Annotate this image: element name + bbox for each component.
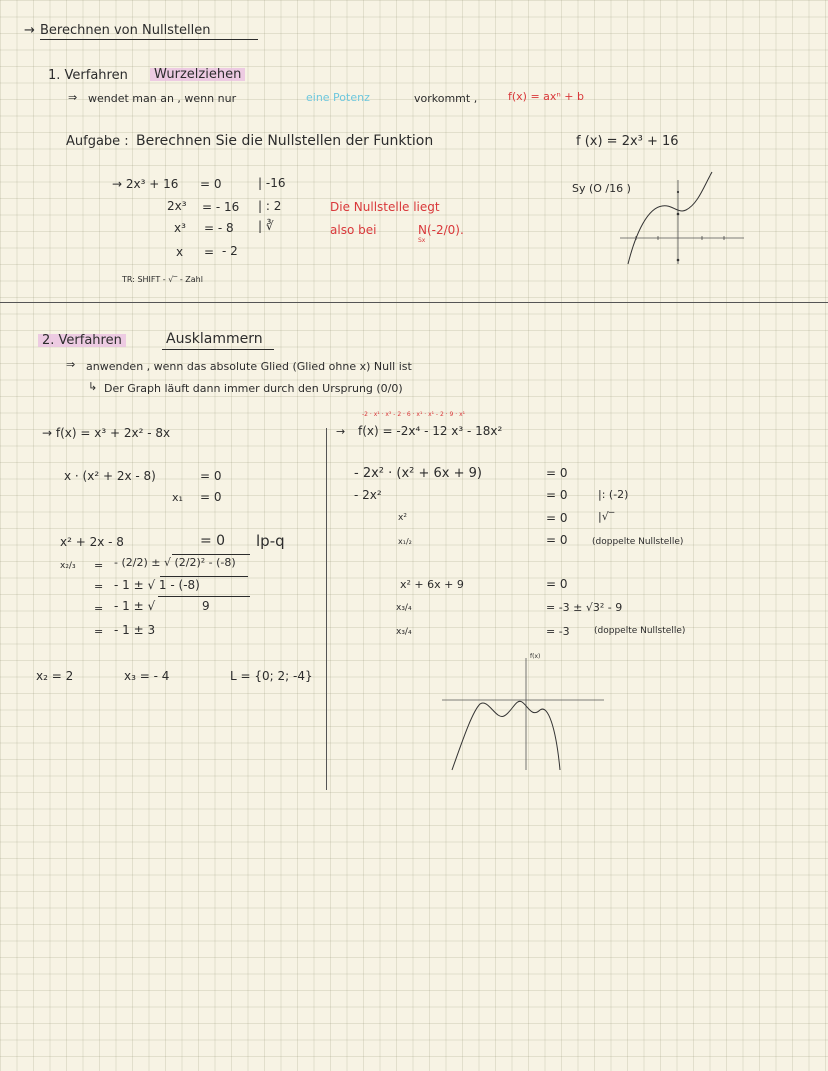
sy-label: Sy (O /16 ) (572, 182, 631, 195)
s1-step3-lhs: x³ (174, 221, 186, 235)
right-row3: x² (398, 513, 407, 523)
s1-step2-lhs: 2x³ (167, 199, 187, 213)
left-quadratic: x² + 2x - 8 (60, 535, 124, 549)
right-row4: x₁/₂ (398, 537, 412, 546)
right-row5: x² + 6x + 9 (400, 578, 464, 591)
quartic-curve (452, 701, 560, 770)
right-expansion-note: -2 · x¹ · x³ - 2 · 6 · x¹ · x¹ - 2 · 9 · x¹ (362, 411, 466, 418)
left-x1: x₁ (172, 491, 183, 504)
heading-arrow: → (24, 23, 35, 38)
page-title: Berechnen von Nullstellen (40, 24, 258, 40)
left-factored-eq: = 0 (200, 469, 222, 483)
right-row1-eq: = 0 (546, 466, 568, 480)
right-row1: - 2x² · (x² + 6x + 9) (354, 466, 482, 481)
left-pq2: - 1 ± √ 1 - (-8) (114, 578, 200, 592)
s1-note-arrow: ⇒ (68, 91, 78, 104)
cubic-curve (628, 172, 712, 264)
section2-title: Ausklammern (166, 331, 263, 347)
cubic-y-tick-top (677, 191, 679, 193)
section1-title: Wurzelziehen (150, 68, 245, 81)
left-pq4: - 1 ± 3 (114, 623, 156, 637)
right-row6-eq: = -3 ± √3² - 9 (546, 601, 623, 614)
s1-step2-eq: = - 16 (202, 200, 240, 214)
s2-note2-arrow: ↳ (88, 380, 98, 393)
left-pq3-radicand: 9 (202, 599, 210, 613)
right-row5-eq: = 0 (546, 577, 568, 591)
column-divider (326, 428, 327, 790)
left-x1-eq: = 0 (200, 490, 222, 504)
left-pq1-radical-bar (172, 554, 250, 555)
left-pq3-radical-bar (158, 596, 250, 597)
s2-note1-arrow: ⇒ (66, 358, 76, 371)
s1-step4-op: - 2 (222, 244, 238, 258)
s2-note2: Der Graph läuft dann immer durch den Ursprung (0/0) (104, 382, 403, 395)
s1-step4-eq: = (204, 245, 215, 259)
cubic-graph (612, 168, 748, 268)
task-function: f (x) = 2x³ + 16 (576, 134, 679, 149)
s1-note-text2: vorkommt , (414, 92, 478, 105)
section2-number: 2. Verfahren (38, 334, 126, 347)
left-pq2-radical-bar (160, 576, 248, 577)
right-row7-note: (doppelte Nullstelle) (594, 626, 686, 636)
s1-general-form: f(x) = axⁿ + b (508, 90, 585, 103)
s1-step3-op: | ∛ (258, 219, 274, 233)
right-row7-eq: = -3 (546, 625, 570, 638)
left-x3-result: x₃ = - 4 (124, 669, 170, 683)
quartic-graph (440, 652, 610, 776)
section1-number: 1. Verfahren (48, 68, 128, 83)
calculator-hint: TR: SHIFT - √‾ - Zahl (122, 275, 203, 284)
right-function: f(x) = -2x⁴ - 12 x³ - 18x² (358, 424, 503, 438)
s1-step1-op: | -16 (258, 176, 286, 190)
right-row6: x₃/₄ (396, 603, 412, 613)
s1-note-text: wendet man an , wenn nur (88, 92, 237, 105)
right-function-arrow: → (336, 425, 346, 438)
right-row2-eq: = 0 (546, 488, 568, 502)
left-pq4-eq: = (94, 625, 104, 638)
s1-step4-lhs: x (176, 245, 184, 259)
left-pq2-eq: = (94, 580, 104, 593)
s1-result-line2a: also bei (330, 223, 377, 237)
s2-note1: anwenden , wenn das absolute Glied (Glied ohne x) Null ist (86, 360, 412, 373)
left-x2-result: x₂ = 2 (36, 669, 74, 683)
left-pq3: - 1 ± √ (114, 599, 156, 613)
s1-note-blue: eine Potenz (306, 91, 370, 104)
left-pq3-eq: = (94, 602, 104, 615)
s1-result-line1: Die Nullstelle liegt (330, 200, 440, 214)
cubic-y-tick (677, 259, 680, 262)
left-pq1: - (2/2) ± √ (2/2)² - (-8) (114, 556, 236, 569)
solution-set: L = {0; 2; -4} (230, 669, 313, 683)
quartic-graph-label: f(x) (530, 653, 541, 660)
cubic-y-intercept (677, 213, 680, 216)
s1-result-line2b: N(-2/0). (418, 223, 464, 237)
section-divider (0, 302, 828, 303)
section2-title-underline (162, 349, 274, 350)
right-row3-op: |√‾ (598, 510, 615, 523)
s1-step2-op: | : 2 (258, 199, 282, 213)
pq-formula-label: lp-q (256, 532, 285, 550)
right-row4-eq: = 0 (546, 533, 568, 547)
left-function: → f(x) = x³ + 2x² - 8x (42, 426, 171, 440)
left-x23-label: x₂/₃ (60, 561, 76, 571)
left-factored: x · (x² + 2x - 8) (64, 469, 156, 483)
s1-step1-lhs: → 2x³ + 16 (112, 177, 179, 191)
left-pq1-eq: = (94, 559, 104, 572)
right-row7: x₃/₄ (396, 627, 412, 637)
s1-step1-eq: = 0 (200, 177, 222, 191)
right-row4-note: (doppelte Nullstelle) (592, 537, 684, 547)
left-quadratic-eq: = 0 (200, 533, 226, 549)
task-text: Berechnen Sie die Nullstellen der Funktion (136, 133, 434, 149)
s1-result-sub: Sx (418, 237, 426, 244)
right-row2: - 2x² (354, 488, 382, 502)
s1-step3-eq: = - 8 (204, 221, 234, 235)
right-row2-op: |: (-2) (598, 488, 629, 501)
right-row3-eq: = 0 (546, 511, 568, 525)
task-label: Aufgabe : (66, 134, 129, 149)
